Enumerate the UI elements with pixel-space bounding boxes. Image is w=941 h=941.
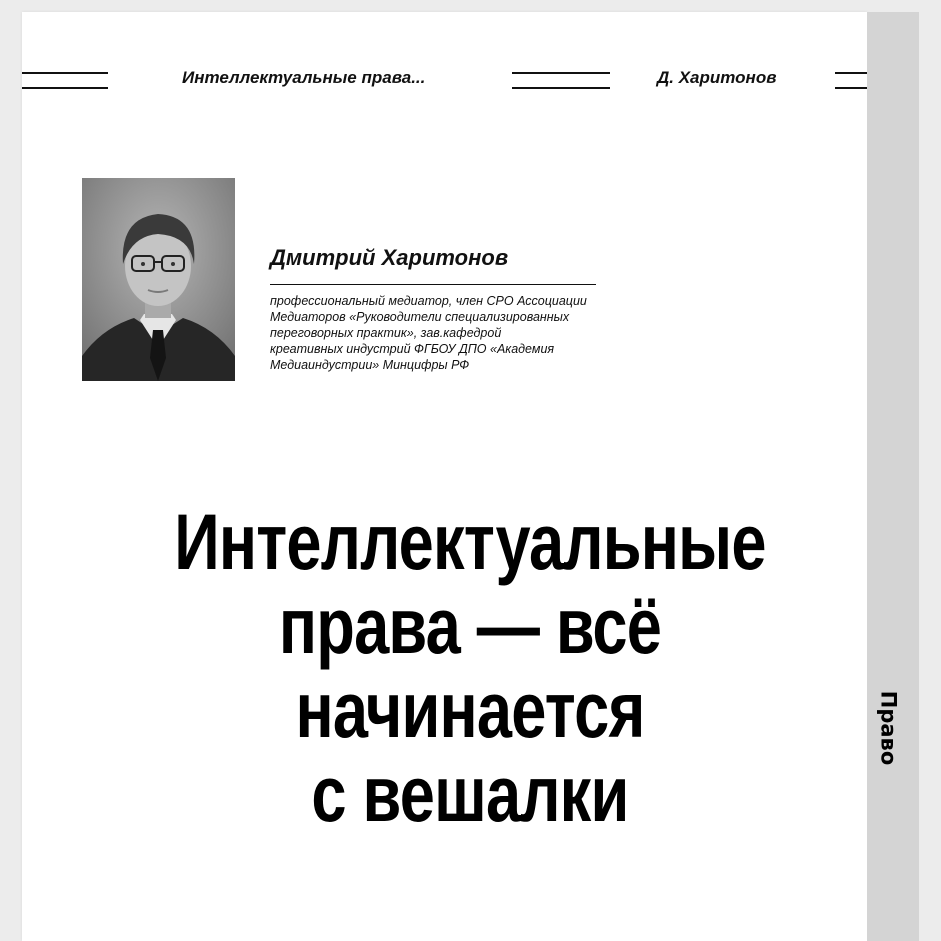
running-header-author: Д. Харитонов	[657, 68, 777, 87]
header-rule	[512, 72, 610, 74]
article-title	[126, 497, 814, 838]
author-bio	[270, 293, 620, 373]
header-rule	[22, 72, 108, 74]
header-rule	[22, 87, 108, 89]
author-name: Дмитрий Харитонов	[270, 245, 509, 270]
article-title-line: права — всё начинается	[278, 581, 662, 754]
header-rule	[512, 87, 610, 89]
author-bio-line: переговорных практик», зав.кафедрой	[270, 326, 502, 340]
section-tab-label-container	[868, 668, 908, 788]
header-rule	[835, 87, 867, 89]
author-bio-line: Медиаиндустрии» Минцифры РФ	[270, 358, 470, 372]
author-bio-line: профессиональный медиатор, член СРО Ассоциации	[270, 294, 587, 308]
author-portrait-image	[82, 178, 235, 381]
author-bio-line: Медиаторов «Руководители специализированных	[270, 310, 570, 324]
header-rule	[835, 72, 867, 74]
section-tab-label: Право	[876, 690, 900, 766]
article-title-line: Интеллектуальные	[174, 497, 766, 586]
section-side-tab	[867, 12, 919, 941]
running-header-title: Интеллектуальные права...	[182, 68, 426, 87]
author-name-underline	[270, 284, 596, 285]
author-bio-line: креативных индустрий ФГБОУ ДПО «Академия	[270, 342, 555, 356]
author-photo	[82, 178, 235, 381]
article-title-line: с вешалки	[311, 749, 629, 838]
